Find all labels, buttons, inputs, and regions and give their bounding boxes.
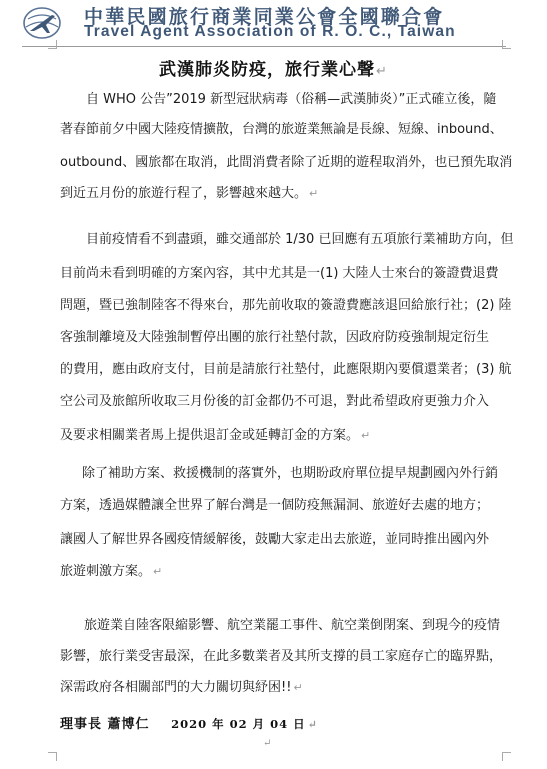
paragraph-line: 及要求相關業者馬上提供退訂金或延轉訂金的方案。 <box>60 428 360 443</box>
paragraph-line: 除了補助方案、救援機制的落實外，也期盼政府單位提早規劃國內外行銷 <box>82 466 499 481</box>
paragraph-line: 空公司及旅館所收取三月份後的訂金都仍不可退，對此希望政府更強力介入 <box>60 394 490 409</box>
paragraph-mark: ↵ <box>376 64 388 79</box>
paragraph-line: 自 WHO 公告”2019 新型冠狀病毒（俗稱—武漢肺炎）”正式確立後，隨 <box>86 92 497 107</box>
margin-corner-mark <box>48 752 57 761</box>
paragraph-mark: ↵ <box>361 429 371 442</box>
paragraph-line: 旅遊刺激方案。 <box>60 564 152 579</box>
paragraph-line: 影響，旅行業受害最深，在此多數業者及其所支撐的員工家庭存亡的臨界點， <box>60 649 503 664</box>
paragraph-line: 讓國人了解世界各國疫情緩解後，鼓勵大家走出去旅遊，並同時推出國內外 <box>60 532 490 547</box>
letterhead <box>20 2 530 44</box>
paragraph-line: 目前疫情看不到盡頭，雖交通部於 1/30 已回應有五項旅行業補助方向，但 <box>86 232 514 247</box>
signature-block <box>60 713 318 732</box>
org-name-zh: 中華民國旅行商業同業公會全國聯合會 <box>84 6 445 28</box>
signatory-name: 理事長 蕭博仁 <box>60 717 150 732</box>
paragraph-line: outbound、國旅都在取消，此間消費者除了近期的遊程取消外，也已預先取消 <box>60 155 513 170</box>
margin-corner-mark <box>502 40 511 49</box>
paragraph-line: 深需政府各相關部門的大力關切與紓困!! <box>60 680 292 695</box>
paragraph-line: 問題，暨已強制陸客不得來台，那先前收取的簽證費應該退回給旅行社；(2) 陸 <box>60 298 512 313</box>
paragraph-mark: ↵ <box>309 187 319 200</box>
plane-globe-logo-icon <box>22 3 62 41</box>
paragraph-mark: ↵ <box>263 738 272 749</box>
paragraph-line: 目前尚未看到明確的方案內容，其中尤其是一(1) 大陸人士來台的簽證費退費 <box>60 266 499 281</box>
paragraph-mark: ↵ <box>153 565 163 578</box>
paragraph-line: 著春節前夕中國大陸疫情擴散，台灣的旅遊業無論是長線、短線、inbound、 <box>60 122 503 137</box>
paragraph-line: 旅遊業自陸客限縮影響、航空業罷工事件、航空業倒閉案、到現今的疫情 <box>84 618 501 633</box>
paragraph-line: 的費用，應由政府支付，目前是請旅行社墊付，此應限期內要償還業者；(3) 航 <box>60 362 512 377</box>
paragraph-mark: ↵ <box>293 681 303 694</box>
signature-date: 2020 年 02 月 04 日 <box>171 717 306 731</box>
document-title-text: 武漢肺炎防疫，旅行業心聲 <box>159 60 376 80</box>
paragraph-line: 客強制離境及大陸強制暫停出團的旅行社墊付款，因政府防疫強制規定衍生 <box>60 330 490 345</box>
paragraph-line: 方案，透過媒體讓全世界了解台灣是一個防疫無漏洞、旅遊好去處的地方； <box>60 498 490 513</box>
margin-corner-mark <box>48 40 57 49</box>
document-title <box>0 55 547 80</box>
letterhead-divider <box>22 46 506 47</box>
paragraph-line: 到近五月份的旅遊行程了，影響越來越大。 <box>60 186 308 201</box>
margin-corner-mark <box>502 752 511 761</box>
paragraph-mark: ↵ <box>307 718 318 731</box>
org-name-en: Travel Agent Association of R. O. C., Taiwan <box>84 23 456 40</box>
